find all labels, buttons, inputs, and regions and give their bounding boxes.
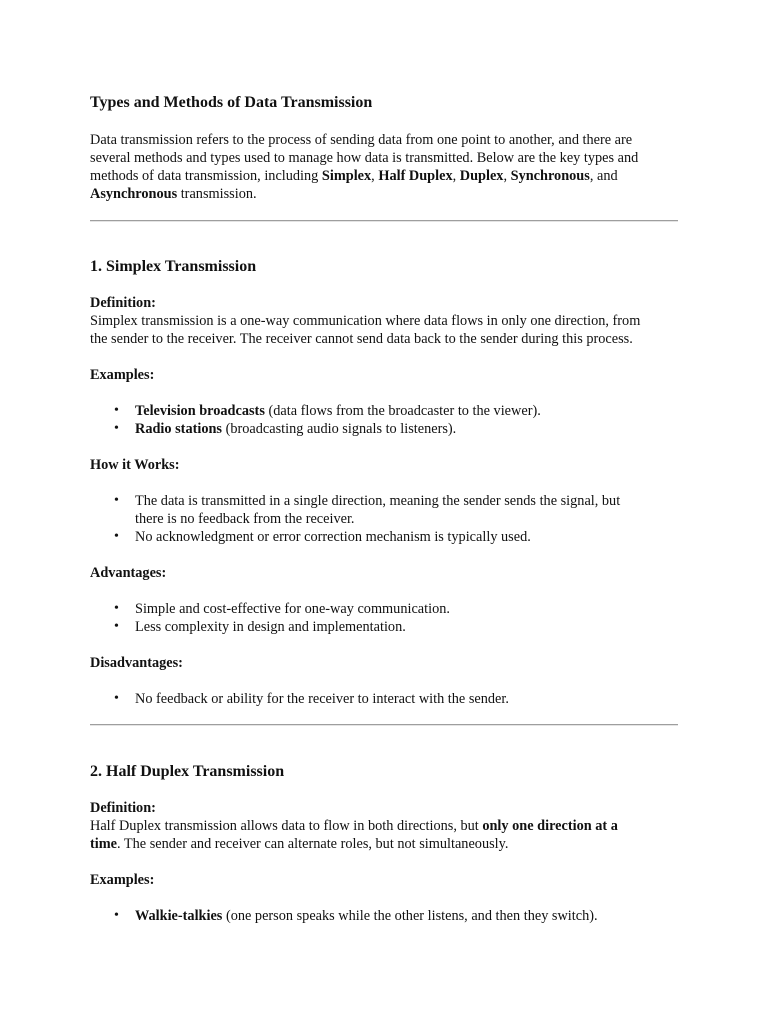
list-item-text: (broadcasting audio signals to listeners).	[222, 421, 457, 437]
definition-text-part: Half Duplex transmission allows data to flow in both directions, but	[90, 818, 483, 834]
list-item	[135, 420, 456, 438]
list-item	[135, 907, 598, 925]
definition-label: Definition:	[90, 295, 156, 311]
definition-text: the sender to the receiver. The receiver cannot send data back to the sender during this process.	[90, 331, 633, 347]
term-simplex: Simplex	[321, 168, 372, 184]
list-item: No feedback or ability for the receiver to interact with the sender.	[135, 691, 509, 707]
term-asynchronous: Asynchronous	[90, 186, 178, 202]
bullet-icon: •	[114, 601, 119, 616]
intro-text: transmission.	[177, 186, 257, 202]
list-item-term: Television broadcasts	[135, 403, 265, 419]
list-item-continuation: there is no feedback from the receiver.	[135, 511, 355, 527]
intro-line	[90, 167, 618, 185]
advantages-label: Advantages:	[90, 565, 167, 581]
intro-line	[90, 185, 257, 203]
bullet-icon: •	[114, 493, 119, 508]
term-duplex: Duplex	[459, 168, 504, 184]
bullet-icon: •	[114, 691, 119, 706]
intro-line: Data transmission refers to the process of sending data from one point to another, and there are	[90, 132, 633, 148]
term-half-duplex: Half Duplex	[378, 168, 453, 184]
definition-label: Definition:	[90, 800, 156, 816]
list-item: No acknowledgment or error correction mechanism is typically used.	[135, 529, 531, 545]
document-title: Types and Methods of Data Transmission	[90, 94, 373, 111]
intro-text: ,	[452, 168, 460, 184]
definition-text: Simplex transmission is a one-way communication where data flows in only one direction, from	[90, 313, 641, 329]
intro-text: ,	[503, 168, 511, 184]
list-item	[135, 402, 541, 420]
definition-emphasis: only one direction at a	[482, 818, 618, 834]
list-item-text: (data flows from the broadcaster to the viewer).	[264, 403, 541, 419]
horizontal-divider	[90, 724, 678, 726]
section-heading-half-duplex: 2. Half Duplex Transmission	[90, 763, 285, 780]
intro-text: methods of data transmission, including	[90, 168, 322, 184]
definition-text-part: . The sender and receiver can alternate roles, but not simultaneously.	[117, 836, 509, 852]
list-item: The data is transmitted in a single direction, meaning the sender sends the signal, but	[135, 493, 621, 509]
bullet-icon: •	[114, 908, 119, 923]
examples-label: Examples:	[90, 872, 155, 888]
bullet-icon: •	[114, 529, 119, 544]
intro-text: ,	[371, 168, 379, 184]
bullet-icon: •	[114, 403, 119, 418]
list-item-term: Walkie-talkies	[135, 908, 223, 924]
horizontal-divider	[90, 220, 678, 222]
list-item: Simple and cost-effective for one-way communication.	[135, 601, 450, 617]
intro-line: several methods and types used to manage how data is transmitted. Below are the key types and	[90, 150, 639, 166]
term-synchronous: Synchronous	[510, 168, 590, 184]
list-item-text: (one person speaks while the other listens, and then they switch).	[222, 908, 598, 924]
how-it-works-label: How it Works:	[90, 457, 180, 473]
definition-emphasis: time	[90, 836, 117, 852]
section-heading-simplex: 1. Simplex Transmission	[90, 258, 257, 275]
examples-label: Examples:	[90, 367, 155, 383]
bullet-icon: •	[114, 619, 119, 634]
disadvantages-label: Disadvantages:	[90, 655, 183, 671]
definition-text	[90, 817, 618, 835]
intro-text: , and	[589, 168, 618, 184]
bullet-icon: •	[114, 421, 119, 436]
list-item-term: Radio stations	[135, 421, 222, 437]
definition-text	[90, 835, 508, 853]
list-item: Less complexity in design and implementation.	[135, 619, 406, 635]
